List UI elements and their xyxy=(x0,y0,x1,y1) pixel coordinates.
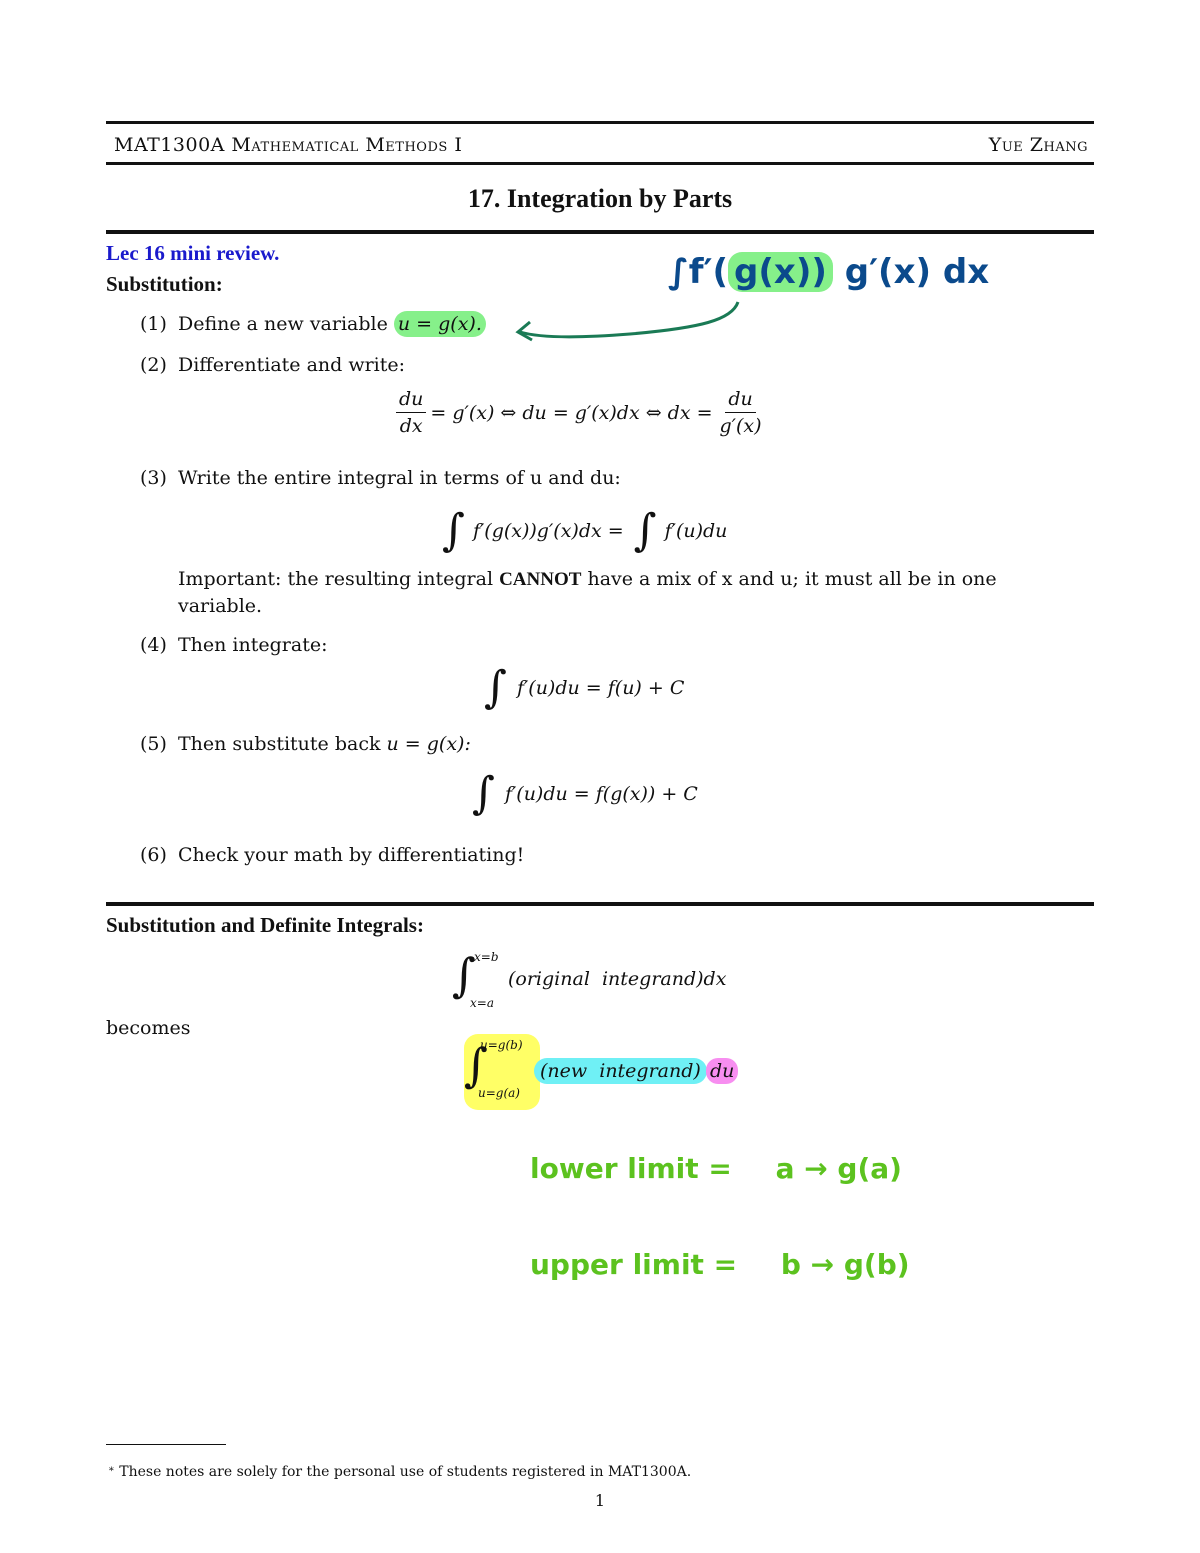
substitution-heading: Substitution: xyxy=(106,272,223,296)
equation-3: ∫ f′(g(x))g′(x)dx = ∫ f′(u)du xyxy=(442,505,728,556)
arrow-annotation xyxy=(500,290,760,350)
header-bottom-rule xyxy=(106,162,1094,165)
definite-heading: Substitution and Definite Integrals: xyxy=(106,913,424,937)
lower-limit-note: lower limit = a → g(a) xyxy=(530,1152,902,1185)
important-note: Important: the resulting integral CANNOT have a mix of x and u; it must all be in one variable. xyxy=(178,568,997,617)
step-6: (6) Check your math by differentiating! xyxy=(140,844,525,866)
step-5: (5) Then substitute back u = g(x): xyxy=(140,733,471,755)
header-top-rule xyxy=(106,121,1094,124)
becomes-label: becomes xyxy=(106,1017,191,1039)
footnote: ∗ These notes are solely for the personal use of students registered in MAT1300A. xyxy=(108,1464,692,1480)
du-highlight: du xyxy=(706,1058,738,1084)
upper-limit-note: upper limit = b → g(b) xyxy=(530,1248,910,1281)
course-name: MAT1300A Mathematical Methods I xyxy=(114,134,463,156)
equation-4: ∫ f′(u)du = f(u) + C xyxy=(484,662,685,713)
integral-new: ∫ u=g(b) u=g(a) (new integrand) du xyxy=(458,1032,758,1112)
author-name: Yue Zhang xyxy=(988,134,1088,156)
integral-original: ∫ x=b x=a (original integrand)dx xyxy=(452,948,727,1010)
step-3: (3) Write the entire integral in terms of u and du: xyxy=(140,467,621,489)
footnote-rule xyxy=(106,1444,226,1445)
title-rule xyxy=(106,230,1094,234)
new-integrand: (new integrand) xyxy=(534,1058,707,1084)
equation-2: $\frac{du}{dx}$ = g′(x) ⇔ du = g′(x)dx ⇔ dx = $\frac{du}{g'(x)}$ xyxy=(392,388,769,437)
handwritten-integral-note: ∫f′( g(x)) g′(x) dx xyxy=(668,252,990,292)
page-title: 17. Integration by Parts xyxy=(467,184,733,213)
u-equals-gx: u = g(x). xyxy=(394,311,486,337)
step-2: (2) Differentiate and write: xyxy=(140,354,406,376)
equation-5: ∫ f′(u)du = f(g(x)) + C xyxy=(472,768,698,819)
review-heading: Lec 16 mini review. xyxy=(106,241,280,265)
section-rule xyxy=(106,902,1094,906)
step-1: (1) Define a new variable u = g(x). xyxy=(140,313,486,335)
page-number: 1 xyxy=(594,1491,606,1510)
step-4: (4) Then integrate: xyxy=(140,634,328,656)
